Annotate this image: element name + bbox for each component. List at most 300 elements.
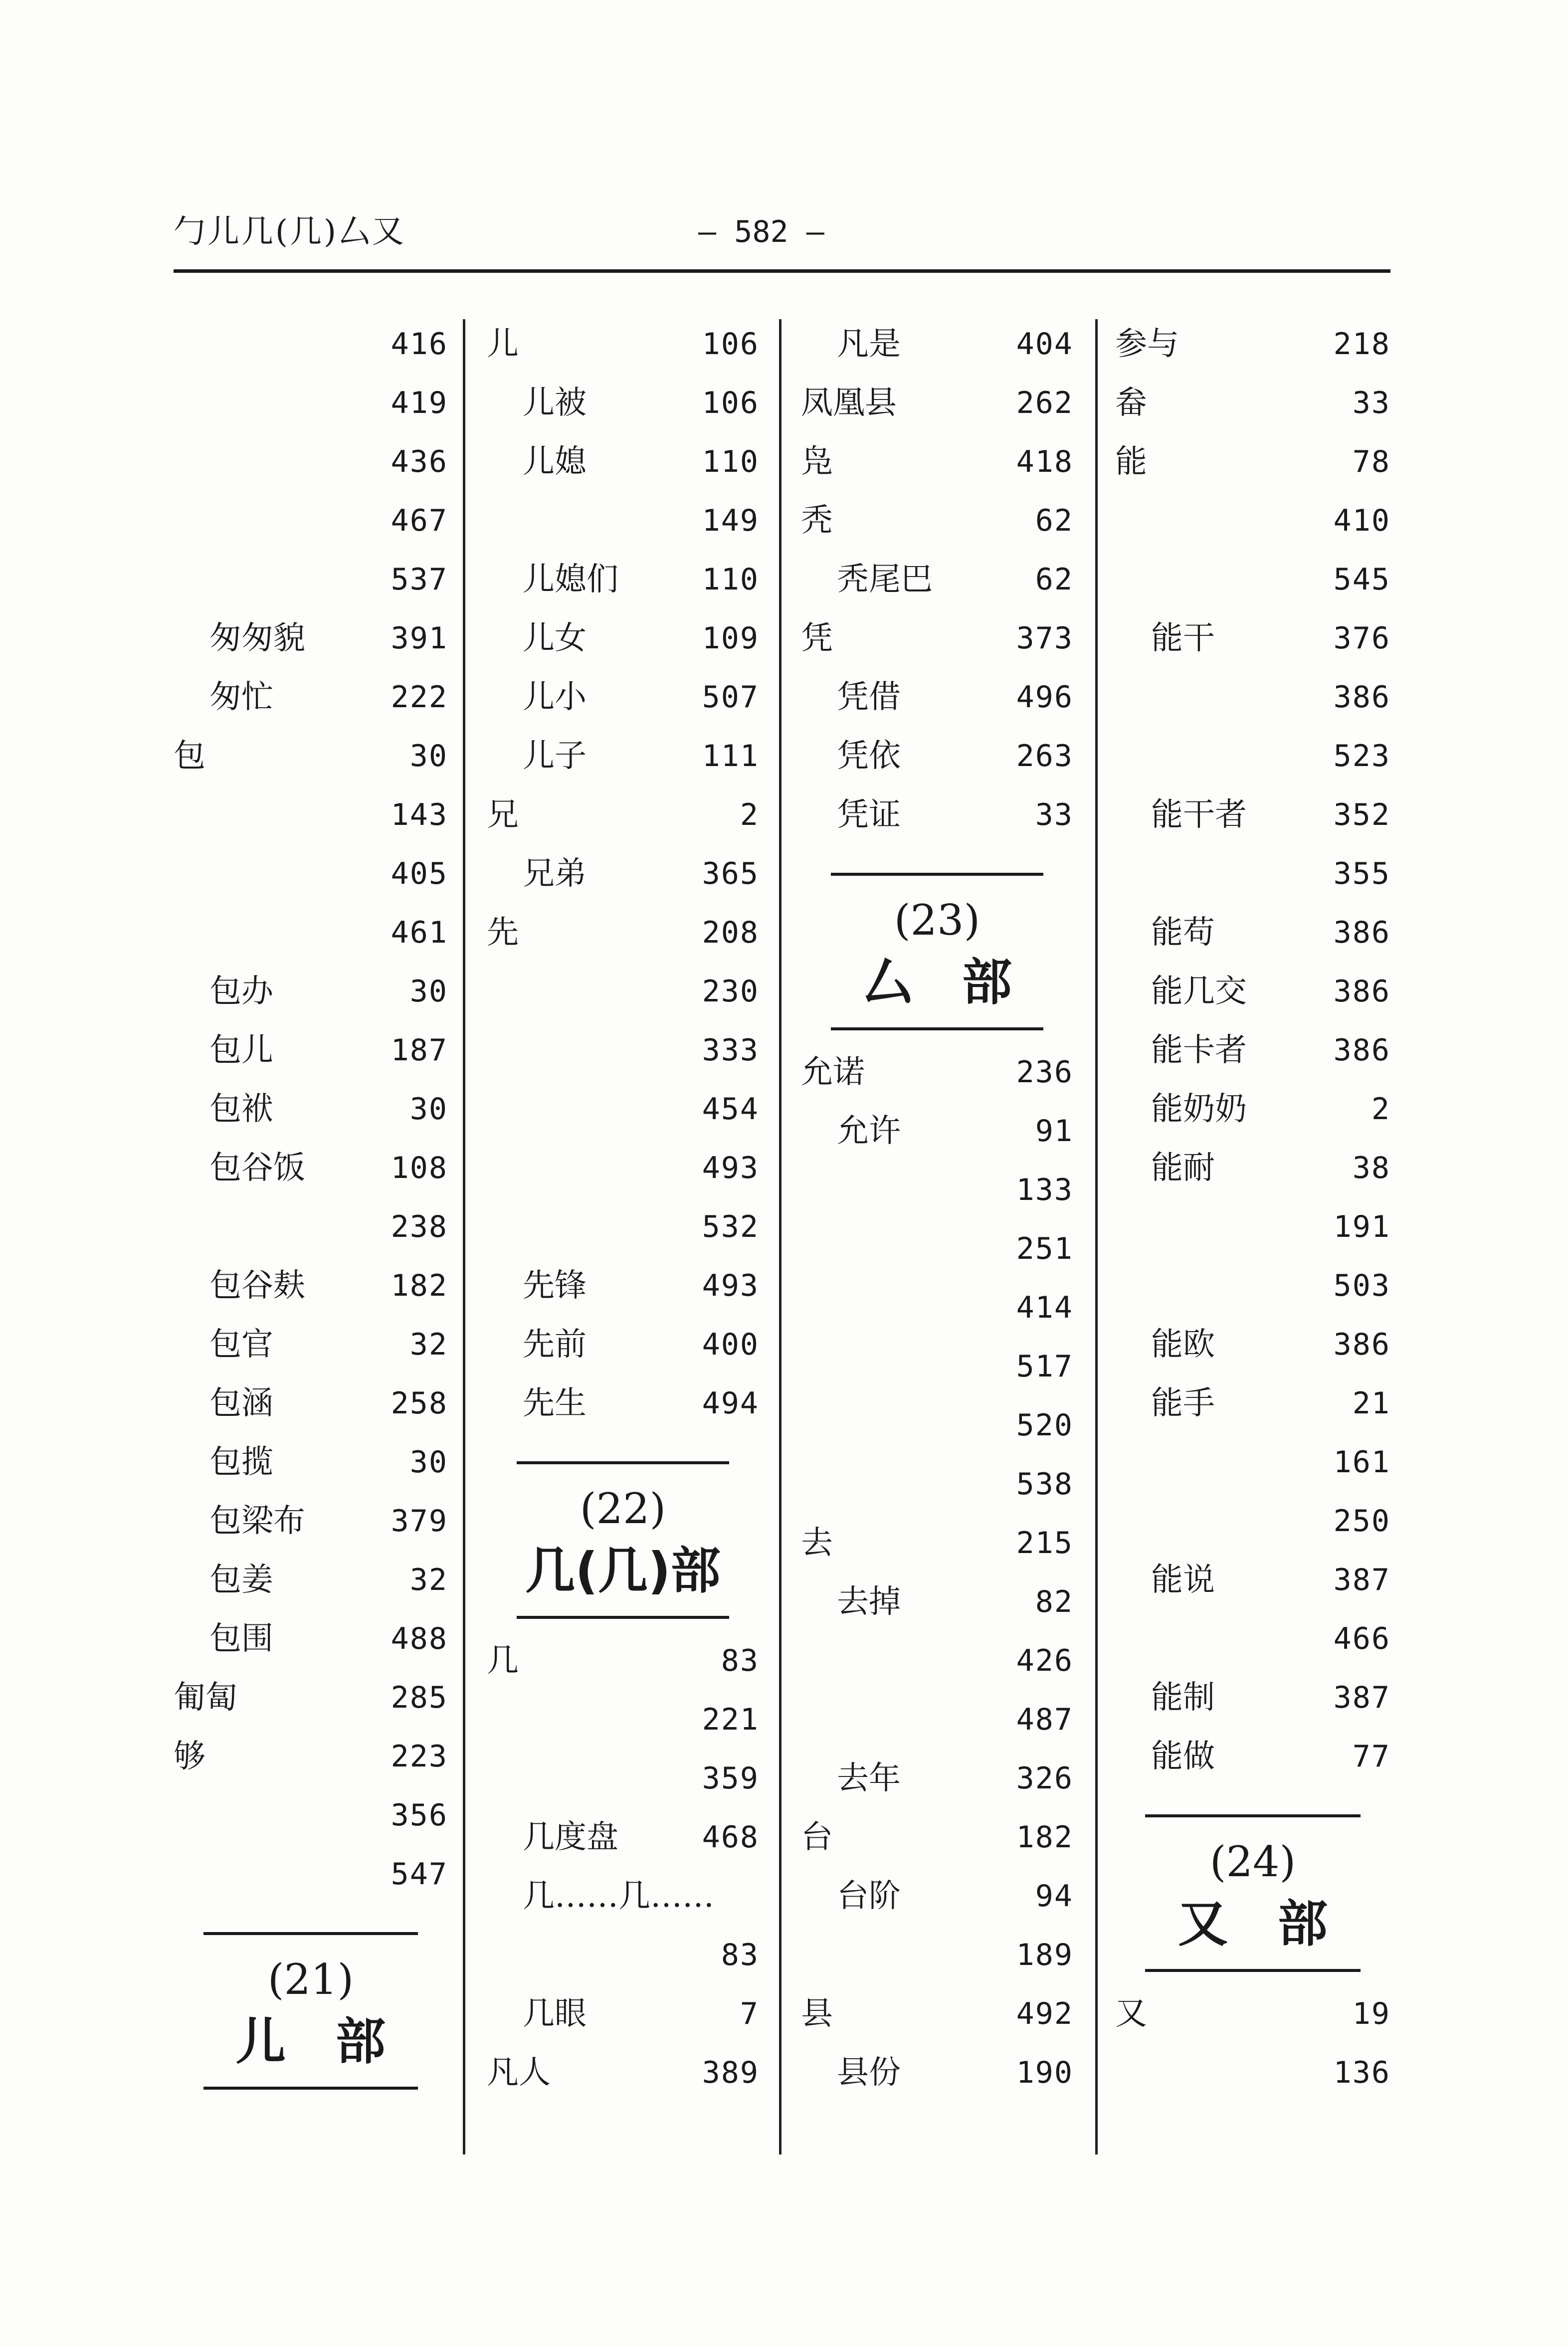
index-entry [1115, 849, 1390, 899]
index-entry [487, 613, 759, 663]
index-entry [174, 1025, 448, 1075]
index-entry [1115, 1084, 1390, 1134]
entry-word: 能耐 [1151, 1150, 1215, 1186]
index-entry [487, 437, 759, 487]
index-entry [174, 731, 448, 781]
section-rule [517, 1616, 729, 1619]
entry-word: 畚 [1115, 385, 1147, 421]
section-title: 又 部 [1178, 1895, 1328, 1953]
entry-page-ref: 251 [1016, 1231, 1073, 1266]
index-entry [174, 967, 448, 1016]
entry-page-ref: 263 [1016, 739, 1073, 774]
entry-word: 去 [801, 1525, 833, 1562]
entry-page-ref: 32 [409, 1327, 448, 1362]
index-entry [174, 496, 448, 546]
entry-page-ref: 387 [1333, 1680, 1390, 1715]
index-entry [1115, 1378, 1390, 1428]
entry-page-ref: 466 [1333, 1621, 1390, 1656]
index-entry [801, 1106, 1073, 1156]
entry-page-ref: 419 [391, 386, 448, 420]
entry-word: 县份 [837, 2054, 901, 2091]
entry-page-ref: 386 [1333, 680, 1390, 715]
entry-page-ref: 189 [1016, 1938, 1073, 1972]
entry-page-ref: 400 [702, 1327, 759, 1362]
entry-page-ref: 545 [1333, 562, 1390, 597]
index-entry [174, 437, 448, 487]
index-entry [1115, 1732, 1390, 1781]
entry-word: 包涵 [209, 1385, 273, 1422]
entry-word: 几 [487, 1642, 519, 1679]
entry-page-ref: 32 [409, 1563, 448, 1597]
entry-page-ref: 161 [1333, 1445, 1390, 1480]
entry-page-ref: 222 [391, 680, 448, 715]
index-entry [801, 1871, 1073, 1921]
entry-page-ref: 517 [1016, 1349, 1073, 1384]
entry-page-ref: 468 [702, 1820, 759, 1855]
index-entry [801, 1989, 1073, 2039]
entry-word: 儿子 [523, 738, 587, 775]
entry-page-ref: 418 [1016, 444, 1073, 479]
index-entry [1115, 613, 1390, 663]
index-entry [1115, 672, 1390, 722]
entry-page-ref: 230 [702, 974, 759, 1009]
entry-page-ref: 78 [1352, 444, 1390, 479]
index-entry [174, 1378, 448, 1428]
entry-page-ref: 109 [702, 621, 759, 656]
index-entry [487, 731, 759, 781]
entry-page-ref: 373 [1016, 621, 1073, 656]
index-entry [174, 790, 448, 840]
entry-page-ref: 106 [702, 327, 759, 362]
entry-page-ref: 487 [1016, 1702, 1073, 1737]
entry-page-ref: 379 [391, 1504, 448, 1539]
entry-word: 包办 [209, 973, 273, 1010]
entry-page-ref: 82 [1035, 1584, 1073, 1619]
index-entry [1115, 1202, 1390, 1252]
entry-page-ref: 2 [1371, 1092, 1390, 1127]
index-entry [174, 1261, 448, 1311]
index-entry [1115, 1673, 1390, 1723]
entry-word: 凡是 [837, 326, 901, 363]
entry-word: 儿 [487, 326, 519, 363]
entry-page-ref: 187 [391, 1033, 448, 1068]
entry-page-ref: 108 [391, 1151, 448, 1185]
entry-word: 参与 [1115, 326, 1179, 363]
entry-word: 能制 [1151, 1679, 1215, 1716]
entry-word: 包袱 [209, 1091, 273, 1128]
entry-page-ref: 182 [1016, 1820, 1073, 1855]
entry-word: 几……几…… [523, 1878, 714, 1915]
index-entry [1115, 1437, 1390, 1487]
index-entry [801, 496, 1073, 546]
column-divider [463, 319, 465, 2154]
entry-page-ref: 389 [702, 2055, 759, 2090]
index-entry [1115, 731, 1390, 781]
index-entry [174, 849, 448, 899]
entry-word: 儿小 [523, 679, 587, 716]
index-entry [174, 1614, 448, 1664]
entry-word: 包官 [209, 1326, 273, 1363]
index-entry [487, 849, 759, 899]
index-entry [801, 1400, 1073, 1450]
index-entry [487, 1143, 759, 1193]
page-number: — 582 — [698, 214, 824, 249]
entry-page-ref: 387 [1333, 1563, 1390, 1597]
index-entry [174, 319, 448, 369]
entry-page-ref: 83 [721, 1938, 759, 1972]
index-column-1 [174, 319, 448, 2164]
index-entry [801, 1518, 1073, 1568]
entry-page-ref: 236 [1016, 1055, 1073, 1090]
index-entry [1115, 1555, 1390, 1605]
index-entry [801, 1459, 1073, 1509]
index-entry [487, 319, 759, 369]
index-entry [487, 1084, 759, 1134]
entry-page-ref: 221 [702, 1702, 759, 1737]
entry-word: 能卡者 [1151, 1032, 1247, 1069]
entry-page-ref: 496 [1016, 680, 1073, 715]
index-entry [801, 378, 1073, 428]
index-entry [487, 1025, 759, 1075]
index-entry [1115, 967, 1390, 1016]
index-entry [801, 1577, 1073, 1627]
index-entry [1115, 1143, 1390, 1193]
index-entry [174, 1732, 448, 1781]
index-entry [487, 790, 759, 840]
index-entry [1115, 790, 1390, 840]
index-entry [174, 378, 448, 428]
entry-word: 能欧 [1151, 1326, 1215, 1363]
index-entry [801, 1812, 1073, 1862]
entry-page-ref: 21 [1352, 1386, 1390, 1421]
entry-page-ref: 467 [391, 503, 448, 538]
entry-page-ref: 182 [391, 1268, 448, 1303]
entry-page-ref: 258 [391, 1386, 448, 1421]
entry-word: 包儿 [209, 1032, 273, 1069]
entry-page-ref: 436 [391, 444, 448, 479]
index-entry [487, 1320, 759, 1369]
index-entry [174, 1555, 448, 1605]
entry-word: 秃 [801, 502, 833, 539]
index-entry [174, 908, 448, 958]
entry-page-ref: 136 [1333, 2055, 1390, 2090]
entry-word: 去年 [837, 1760, 901, 1797]
entry-page-ref: 493 [702, 1151, 759, 1185]
entry-page-ref: 2 [740, 797, 759, 832]
entry-page-ref: 391 [391, 621, 448, 656]
index-entry [1115, 1614, 1390, 1664]
entry-word: 能苟 [1151, 914, 1215, 951]
entry-page-ref: 238 [391, 1209, 448, 1244]
index-column-2 [487, 319, 759, 2164]
entry-word: 包谷麸 [209, 1267, 305, 1304]
entry-word: 包姜 [209, 1562, 273, 1598]
index-entry [487, 2048, 759, 2098]
entry-page-ref: 190 [1016, 2055, 1073, 2090]
running-header-sections: 勹儿几(几)厶又 [174, 213, 406, 250]
entry-word: 凭借 [837, 679, 901, 716]
entry-word: 凡人 [487, 2054, 551, 2091]
entry-page-ref: 523 [1333, 739, 1390, 774]
entry-word: 几眼 [523, 1995, 587, 2032]
index-entry [487, 1202, 759, 1252]
entry-page-ref: 7 [740, 1996, 759, 2031]
section-rule [831, 873, 1043, 876]
entry-page-ref: 38 [1352, 1151, 1390, 1185]
entry-word: 先 [487, 914, 519, 951]
entry-page-ref: 416 [391, 327, 448, 362]
entry-word: 凭证 [837, 796, 901, 833]
entry-page-ref: 110 [702, 444, 759, 479]
entry-word: 包揽 [209, 1444, 273, 1481]
entry-word: 能干 [1151, 620, 1215, 657]
entry-word: 能奶奶 [1151, 1091, 1247, 1128]
index-entry [1115, 437, 1390, 487]
entry-word: 兄 [487, 796, 519, 833]
entry-page-ref: 110 [702, 562, 759, 597]
entry-page-ref: 386 [1333, 1033, 1390, 1068]
index-entry [174, 1437, 448, 1487]
entry-page-ref: 91 [1035, 1114, 1073, 1149]
entry-word: 能几交 [1151, 973, 1247, 1010]
index-entry [801, 1695, 1073, 1745]
entry-page-ref: 493 [702, 1268, 759, 1303]
entry-page-ref: 333 [702, 1033, 759, 1068]
section-number: (22) [580, 1484, 666, 1533]
entry-page-ref: 30 [409, 739, 448, 774]
index-entry [487, 1378, 759, 1428]
index-entry [174, 1496, 448, 1546]
entry-page-ref: 494 [702, 1386, 759, 1421]
entry-word: 兄弟 [523, 855, 587, 892]
entry-page-ref: 454 [702, 1092, 759, 1127]
entry-page-ref: 62 [1035, 562, 1073, 597]
index-entry [1115, 1025, 1390, 1075]
index-entry [174, 1673, 448, 1723]
section-rule [203, 1932, 418, 1935]
header-rule [174, 269, 1390, 273]
index-entry [487, 1636, 759, 1686]
index-entry [801, 1342, 1073, 1391]
index-entry [1115, 1989, 1390, 2039]
entry-word: 去掉 [837, 1583, 901, 1620]
entry-word: 能手 [1151, 1385, 1215, 1422]
index-entry [1115, 1496, 1390, 1546]
entry-word: 儿媳们 [523, 561, 618, 598]
entry-page-ref: 262 [1016, 386, 1073, 420]
entry-word: 先生 [523, 1385, 587, 1422]
entry-word: 匆匆貌 [209, 620, 305, 657]
index-entry [801, 672, 1073, 722]
entry-word: 包谷饭 [209, 1150, 305, 1186]
entry-page-ref: 94 [1035, 1879, 1073, 1914]
entry-word: 先锋 [523, 1267, 587, 1304]
index-entry [487, 496, 759, 546]
index-entry [801, 731, 1073, 781]
entry-word: 儿被 [523, 385, 587, 421]
index-entry [1115, 555, 1390, 604]
index-entry [1115, 496, 1390, 546]
section-rule [831, 1027, 1043, 1030]
index-entry [801, 1047, 1073, 1097]
entry-page-ref: 547 [391, 1857, 448, 1892]
entry-page-ref: 365 [702, 856, 759, 891]
entry-page-ref: 149 [702, 503, 759, 538]
entry-page-ref: 532 [702, 1209, 759, 1244]
entry-page-ref: 461 [391, 915, 448, 950]
entry-page-ref: 355 [1333, 856, 1390, 891]
entry-word: 匍匐 [174, 1679, 237, 1716]
index-entry [174, 1849, 448, 1899]
section-number: (23) [894, 896, 980, 945]
section-rule [1145, 1814, 1361, 1817]
index-entry [487, 908, 759, 958]
entry-word: 先前 [523, 1326, 587, 1363]
index-entry [174, 1143, 448, 1193]
entry-page-ref: 538 [1016, 1467, 1073, 1502]
index-entry [487, 555, 759, 604]
index-entry [487, 967, 759, 1016]
entry-page-ref: 62 [1035, 503, 1073, 538]
entry-word: 包 [174, 738, 205, 775]
index-entry [174, 1084, 448, 1134]
index-entry [487, 1695, 759, 1745]
section-number: (24) [1209, 1837, 1296, 1886]
entry-word: 儿女 [523, 620, 587, 657]
section-title: 儿 部 [236, 2012, 386, 2071]
column-divider [779, 319, 782, 2154]
entry-word: 几度盘 [523, 1819, 618, 1856]
entry-word: 允诺 [801, 1054, 865, 1091]
entry-word: 允许 [837, 1113, 901, 1150]
entry-page-ref: 30 [409, 974, 448, 1009]
index-entry [174, 672, 448, 722]
entry-page-ref: 520 [1016, 1408, 1073, 1443]
index-entry [801, 790, 1073, 840]
entry-page-ref: 33 [1035, 797, 1073, 832]
index-entry [1115, 1261, 1390, 1311]
index-entry [801, 1754, 1073, 1803]
index-entry [174, 613, 448, 663]
index-entry [174, 1202, 448, 1252]
index-entry [487, 378, 759, 428]
entry-word: 秃尾巴 [837, 561, 933, 598]
entry-page-ref: 410 [1333, 503, 1390, 538]
entry-word: 又 [1115, 1995, 1147, 2032]
entry-word: 匆忙 [209, 679, 273, 716]
entry-word: 台 [801, 1819, 833, 1856]
index-entry [801, 2048, 1073, 2098]
entry-word: 能做 [1151, 1738, 1215, 1775]
entry-page-ref: 356 [391, 1798, 448, 1833]
entry-page-ref: 191 [1333, 1209, 1390, 1244]
index-entry [1115, 1320, 1390, 1369]
entry-page-ref: 352 [1333, 797, 1390, 832]
entry-page-ref: 405 [391, 856, 448, 891]
index-entry [487, 1930, 759, 1980]
entry-page-ref: 492 [1016, 1996, 1073, 2031]
entry-page-ref: 537 [391, 562, 448, 597]
entry-page-ref: 83 [721, 1643, 759, 1678]
section-title: 厶 部 [862, 953, 1012, 1011]
entry-word: 能说 [1151, 1562, 1215, 1598]
index-entry [801, 1165, 1073, 1215]
entry-word: 能干者 [1151, 796, 1247, 833]
entry-page-ref: 426 [1016, 1643, 1073, 1678]
column-divider [1095, 319, 1098, 2154]
index-entry [487, 1989, 759, 2039]
entry-page-ref: 223 [391, 1739, 448, 1774]
index-column-3 [801, 319, 1073, 2164]
index-column-4 [1115, 319, 1390, 2164]
entry-page-ref: 488 [391, 1621, 448, 1656]
index-entry [801, 1283, 1073, 1333]
entry-word: 包围 [209, 1620, 273, 1657]
entry-page-ref: 376 [1333, 621, 1390, 656]
entry-word: 凭依 [837, 738, 901, 775]
entry-page-ref: 208 [702, 915, 759, 950]
entry-page-ref: 386 [1333, 1327, 1390, 1362]
entry-word: 儿媳 [523, 443, 587, 480]
index-entry [487, 1754, 759, 1803]
entry-page-ref: 414 [1016, 1290, 1073, 1325]
index-entry [801, 613, 1073, 663]
section-title: 几(几)部 [525, 1542, 721, 1600]
section-number: (21) [267, 1955, 354, 2004]
entry-page-ref: 133 [1016, 1173, 1073, 1207]
entry-page-ref: 215 [1016, 1526, 1073, 1561]
entry-page-ref: 106 [702, 386, 759, 420]
entry-page-ref: 503 [1333, 1268, 1390, 1303]
entry-word: 台阶 [837, 1878, 901, 1915]
index-entry [801, 319, 1073, 369]
index-entry [1115, 378, 1390, 428]
entry-page-ref: 33 [1352, 386, 1390, 420]
entry-page-ref: 250 [1333, 1504, 1390, 1539]
section-rule [517, 1461, 729, 1464]
entry-page-ref: 285 [391, 1680, 448, 1715]
section-rule [1145, 1969, 1361, 1972]
entry-word: 能 [1115, 443, 1147, 480]
index-entry [801, 1636, 1073, 1686]
index-entry [801, 1224, 1073, 1274]
section-rule [203, 2087, 418, 2090]
index-entry [801, 555, 1073, 604]
entry-word: 凫 [801, 443, 833, 480]
entry-word: 凭 [801, 620, 833, 657]
entry-page-ref: 359 [702, 1761, 759, 1796]
index-entry [487, 1261, 759, 1311]
entry-word: 够 [174, 1738, 205, 1775]
entry-page-ref: 111 [702, 739, 759, 774]
entry-word: 县 [801, 1995, 833, 2032]
entry-page-ref: 30 [409, 1445, 448, 1480]
entry-page-ref: 386 [1333, 915, 1390, 950]
index-entry [487, 1871, 759, 1921]
entry-page-ref: 143 [391, 797, 448, 832]
index-entry [174, 1320, 448, 1369]
entry-page-ref: 218 [1333, 327, 1390, 362]
entry-page-ref: 326 [1016, 1761, 1073, 1796]
index-entry [1115, 2048, 1390, 2098]
entry-word: 凤凰县 [801, 385, 897, 421]
entry-page-ref: 77 [1352, 1739, 1390, 1774]
entry-page-ref: 507 [702, 680, 759, 715]
index-entry [174, 1790, 448, 1840]
index-entry [1115, 319, 1390, 369]
entry-page-ref: 386 [1333, 974, 1390, 1009]
index-entry [1115, 908, 1390, 958]
